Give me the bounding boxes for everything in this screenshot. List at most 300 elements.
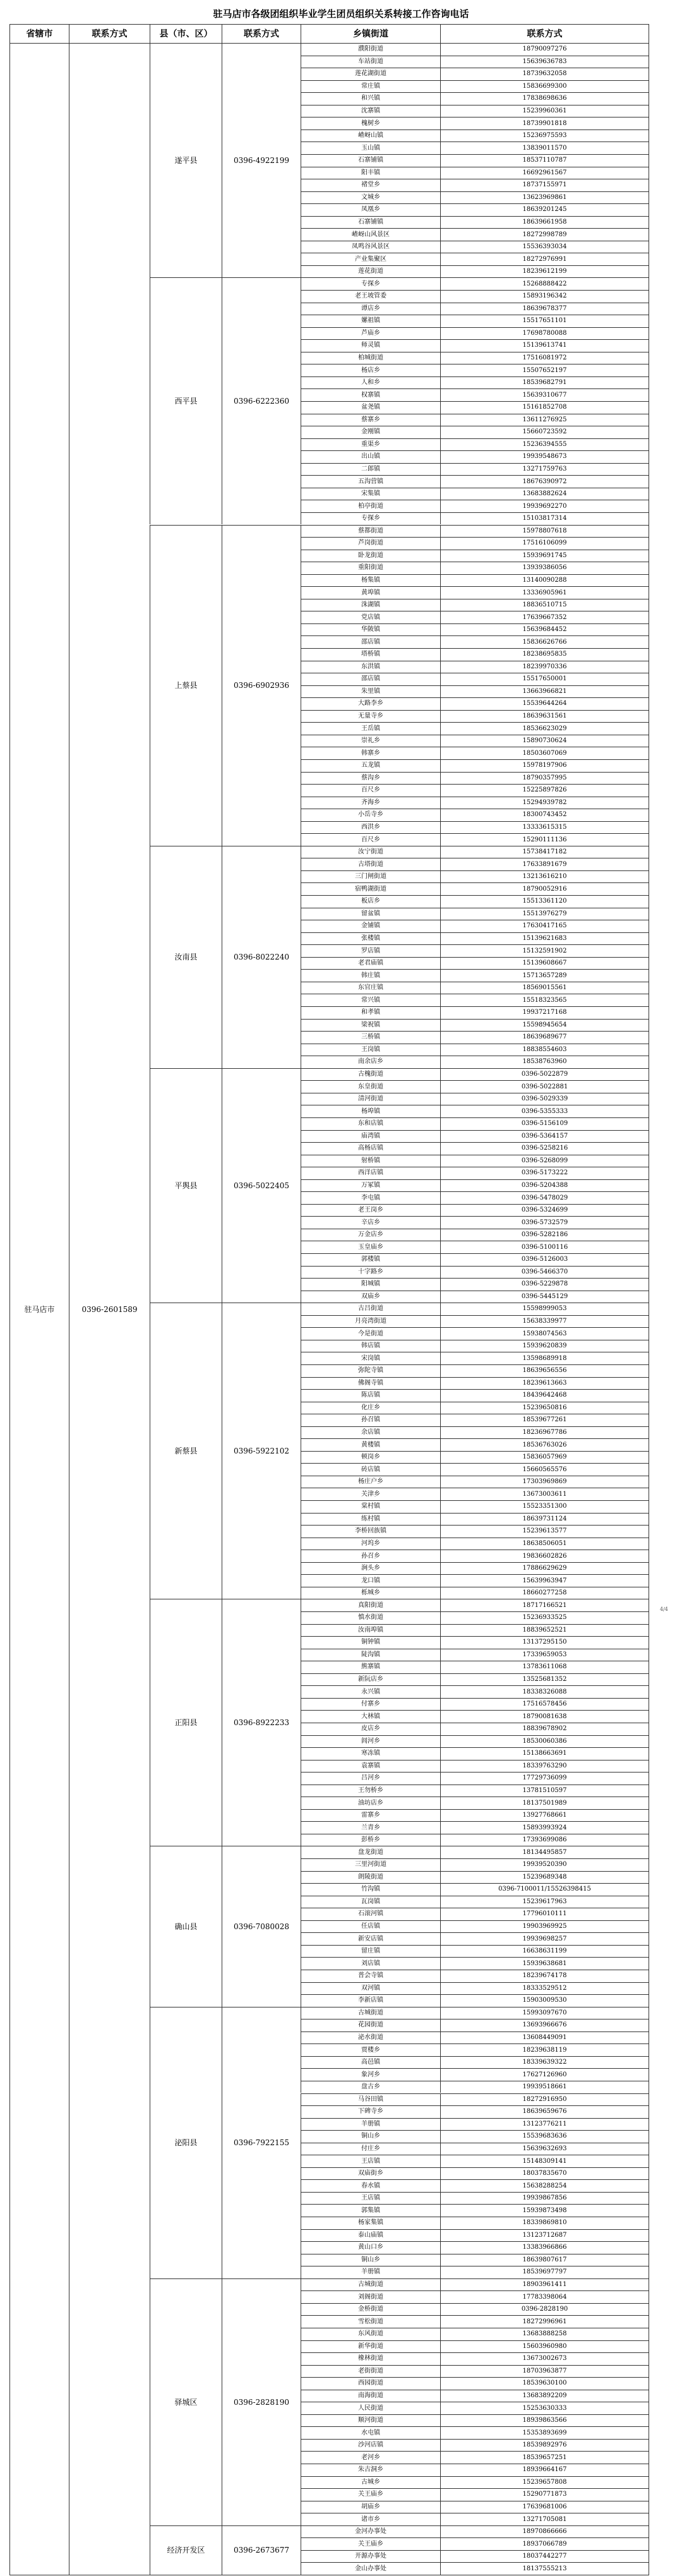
town-name: 李屯镇 (301, 1191, 440, 1204)
city-contact: 0396-2601589 (69, 43, 150, 2575)
town-contact: 17627126960 (440, 2068, 649, 2081)
town-contact: 15236975593 (440, 129, 649, 142)
town-name: 盆尧镇 (301, 401, 440, 414)
town-name: 玉皇庙乡 (301, 1241, 440, 1253)
town-contact: 18937066789 (440, 2537, 649, 2550)
town-name: 老君庙镇 (301, 957, 440, 970)
town-name: 谭店乡 (301, 303, 440, 315)
town-name: 专探乡 (301, 277, 440, 290)
town-name: 橡林街道 (301, 2352, 440, 2365)
town-name: 东洪镇 (301, 661, 440, 673)
town-name: 重渠乡 (301, 438, 440, 451)
town-contact: 13693966676 (440, 2019, 649, 2031)
town-name: 齐海乡 (301, 797, 440, 809)
town-contact: 13683882624 (440, 488, 649, 500)
town-contact: 18339639322 (440, 2056, 649, 2069)
town-contact: 13271759763 (440, 463, 649, 476)
town-name: 古城乡 (301, 2476, 440, 2489)
town-name: 慎水街道 (301, 1611, 440, 1624)
town-contact: 0396-5258216 (440, 1142, 649, 1155)
town-name: 人和乡 (301, 376, 440, 389)
town-contact: 0396-7100011/15526398415 (440, 1883, 649, 1896)
town-name: 任店镇 (301, 1920, 440, 1933)
town-name: 金刚镇 (301, 426, 440, 438)
town-name: 卧龙街道 (301, 550, 440, 562)
town-contact: 13927768661 (440, 1809, 649, 1822)
town-name: 文城乡 (301, 191, 440, 204)
town-contact: 15903009530 (440, 1994, 649, 2007)
town-contact: 15893196342 (440, 290, 649, 303)
town-contact: 18790357995 (440, 772, 649, 785)
town-name: 竹沟镇 (301, 1883, 440, 1896)
town-name: 宋岗镇 (301, 1352, 440, 1364)
town-contact: 0396-2828190 (440, 2303, 649, 2316)
town-contact: 13137295150 (440, 1636, 649, 1649)
town-contact: 13336905961 (440, 586, 649, 599)
margin-note: 4/4 (660, 1606, 668, 1612)
town-name: 孙召乡 (301, 1550, 440, 1562)
town-name: 张楼镇 (301, 932, 440, 945)
town-contact: 18530060386 (440, 1735, 649, 1748)
town-name: 韩寨乡 (301, 747, 440, 759)
town-contact: 15639310677 (440, 388, 649, 401)
town-name: 柏城街道 (301, 352, 440, 364)
town-contact: 15938074563 (440, 1327, 649, 1340)
town-name: 新阮店乡 (301, 1673, 440, 1686)
town-name: 王勿桥乡 (301, 1785, 440, 1797)
town-name: 孙召镇 (301, 1414, 440, 1426)
town-name: 玉山镇 (301, 141, 440, 154)
town-contact: 17303969869 (440, 1476, 649, 1488)
town-name: 雷寨乡 (301, 1809, 440, 1822)
town-contact: 15239617963 (440, 1896, 649, 1908)
town-contact: 15978807618 (440, 525, 649, 538)
town-name: 石滚河镇 (301, 1908, 440, 1920)
town-name: 沙河店镇 (301, 2439, 440, 2452)
town-contact: 18238695835 (440, 648, 649, 661)
town-name: 马谷田镇 (301, 2093, 440, 2106)
county-contact: 0396-2828190 (222, 2278, 301, 2525)
town-name: 顺河街道 (301, 2414, 440, 2427)
town-contact: 15639684452 (440, 623, 649, 636)
town-contact: 18272976991 (440, 253, 649, 265)
town-contact: 0396-5268099 (440, 1155, 649, 1167)
town-contact: 16638631199 (440, 1945, 649, 1958)
town-name: 芦岗街道 (301, 537, 440, 550)
town-contact: 18836510715 (440, 599, 649, 611)
town-contact: 18539892976 (440, 2439, 649, 2452)
town-contact: 18239970336 (440, 661, 649, 673)
header-county-contact: 联系方式 (222, 24, 301, 43)
town-name: 雪松街道 (301, 2315, 440, 2328)
town-name: 栎城乡 (301, 1587, 440, 1599)
header-town-contact: 联系方式 (440, 24, 649, 43)
town-name: 常兴镇 (301, 994, 440, 1006)
town-contact: 17516106099 (440, 537, 649, 550)
town-contact: 13525681352 (440, 1673, 649, 1686)
town-contact: 18439642468 (440, 1389, 649, 1402)
town-contact: 15539683636 (440, 2130, 649, 2143)
town-name: 二郎镇 (301, 463, 440, 476)
town-contact: 15507652197 (440, 364, 649, 376)
town-name: 和兴镇 (301, 92, 440, 105)
town-name: 兰青乡 (301, 1821, 440, 1834)
town-contact: 18569015561 (440, 982, 649, 994)
town-contact: 15598999053 (440, 1303, 649, 1315)
town-name: 花园街道 (301, 2019, 440, 2031)
town-name: 皮店乡 (301, 1723, 440, 1735)
town-contact: 18639659676 (440, 2105, 649, 2118)
town-contact: 15239689348 (440, 1871, 649, 1884)
town-name: 万金店乡 (301, 1229, 440, 1241)
town-contact: 18272996961 (440, 2315, 649, 2328)
town-name: 化庄乡 (301, 1402, 440, 1414)
town-contact: 17639681006 (440, 2501, 649, 2513)
town-contact: 0396-5029339 (440, 1093, 649, 1105)
town-name: 濮阳街道 (301, 43, 440, 56)
town-name: 古城街道 (301, 2007, 440, 2019)
town-name: 盘龙街道 (301, 1846, 440, 1858)
town-contact: 0396-5126003 (440, 1253, 649, 1266)
town-contact: 17639667352 (440, 611, 649, 623)
town-name: 东风街道 (301, 2328, 440, 2340)
town-name: 三里河街道 (301, 1858, 440, 1871)
town-name: 老王坡管委 (301, 290, 440, 303)
town-contact: 18639807617 (440, 2254, 649, 2266)
county-name: 西平县 (150, 277, 222, 524)
town-name: 双庙街乡 (301, 2167, 440, 2180)
town-contact: 18939863566 (440, 2414, 649, 2427)
town-name: 胡庙乡 (301, 2501, 440, 2513)
town-name: 古槐街道 (301, 1068, 440, 1081)
town-contact: 17886629629 (440, 1562, 649, 1575)
town-name: 崇礼乡 (301, 735, 440, 747)
town-contact: 18539630100 (440, 2377, 649, 2390)
town-contact: 15890730624 (440, 735, 649, 747)
town-name: 蔡都街道 (301, 525, 440, 538)
town-contact: 15523351300 (440, 1500, 649, 1513)
town-contact: 18137555213 (440, 2562, 649, 2575)
town-name: 高杨店镇 (301, 1142, 440, 1155)
town-contact: 0396-5022881 (440, 1080, 649, 1093)
county-contact: 0396-5022405 (222, 1068, 301, 1303)
town-name: 涧头乡 (301, 1562, 440, 1575)
county-name: 遂平县 (150, 43, 222, 277)
town-contact: 17783398064 (440, 2290, 649, 2303)
town-contact: 0396-5355333 (440, 1105, 649, 1117)
town-name: 三桥镇 (301, 1031, 440, 1044)
town-contact: 18536623029 (440, 722, 649, 735)
town-name: 铜山乡 (301, 2130, 440, 2143)
town-name: 专探乡 (301, 512, 440, 525)
town-name: 古吕街道 (301, 1303, 440, 1315)
town-contact: 18639689677 (440, 1031, 649, 1044)
town-name: 邵店镇 (301, 635, 440, 648)
town-contact: 15148309141 (440, 2155, 649, 2167)
town-contact: 18272998789 (440, 228, 649, 241)
town-name: 凤鸣谷风景区 (301, 241, 440, 253)
town-contact: 15939691745 (440, 550, 649, 562)
header-town: 乡镇街道 (301, 24, 440, 43)
town-name: 洙湖镇 (301, 599, 440, 611)
city-name: 驻马店市 (9, 43, 69, 2575)
town-name: 常庄镇 (301, 80, 440, 93)
town-contact: 15139613741 (440, 339, 649, 352)
town-contact: 15536393034 (440, 241, 649, 253)
town-contact: 18539697797 (440, 2266, 649, 2278)
town-contact: 17698780088 (440, 327, 649, 340)
town-contact: 15239613577 (440, 1525, 649, 1538)
county-name: 正阳县 (150, 1599, 222, 1846)
town-contact: 15713657289 (440, 969, 649, 982)
town-name: 华陂镇 (301, 623, 440, 636)
county-contact: 0396-2673677 (222, 2525, 301, 2575)
town-contact: 15513976279 (440, 908, 649, 920)
town-contact: 13123776211 (440, 2118, 649, 2131)
town-contact: 18639731124 (440, 1513, 649, 1526)
town-contact: 15253630333 (440, 2402, 649, 2414)
town-contact: 18239612199 (440, 265, 649, 278)
town-contact: 15660723592 (440, 426, 649, 438)
town-contact: 18639201245 (440, 203, 649, 216)
header-city-contact: 联系方式 (69, 24, 150, 43)
town-contact: 18676390972 (440, 475, 649, 488)
town-name: 下碑寺乡 (301, 2105, 440, 2118)
town-contact: 18239674178 (440, 1970, 649, 1982)
town-contact: 15836626766 (440, 635, 649, 648)
town-contact: 18239638119 (440, 2043, 649, 2056)
town-name: 闾河乡 (301, 1735, 440, 1748)
town-name: 油坊店乡 (301, 1797, 440, 1809)
county-name: 新蔡县 (150, 1303, 222, 1599)
town-name: 陡沟镇 (301, 1649, 440, 1661)
town-name: 万冢镇 (301, 1179, 440, 1192)
county-contact: 0396-6902936 (222, 525, 301, 846)
town-contact: 15139608667 (440, 957, 649, 970)
town-contact: 15294939782 (440, 797, 649, 809)
town-name: 宿鸭湖街道 (301, 882, 440, 895)
county-contact: 0396-8922233 (222, 1599, 301, 1846)
town-contact: 15239650816 (440, 1402, 649, 1414)
town-contact: 0396-5282186 (440, 1229, 649, 1241)
town-name: 李桥回族镇 (301, 1525, 440, 1538)
town-contact: 18839652521 (440, 1624, 649, 1637)
town-name: 莲花街道 (301, 265, 440, 278)
town-name: 南海街道 (301, 2390, 440, 2402)
town-contact: 15513361120 (440, 895, 649, 908)
town-name: 吕河乡 (301, 1772, 440, 1785)
town-contact: 17393699086 (440, 1834, 649, 1846)
town-name: 金河办事处 (301, 2525, 440, 2538)
town-name: 付寨乡 (301, 1698, 440, 1711)
town-name: 蔡沟乡 (301, 772, 440, 785)
town-name: 羊册镇 (301, 2118, 440, 2131)
town-name: 重阳街道 (301, 562, 440, 574)
town-contact: 18137501989 (440, 1797, 649, 1809)
town-name: 春水镇 (301, 2179, 440, 2192)
town-name: 郭楼镇 (301, 1253, 440, 1266)
town-name: 铜山乡 (301, 2254, 440, 2266)
town-contact: 0396-5204388 (440, 1179, 649, 1192)
town-contact: 15139621683 (440, 932, 649, 945)
town-contact: 13271705081 (440, 2513, 649, 2525)
town-name: 出山镇 (301, 450, 440, 463)
town-name: 付庄乡 (301, 2143, 440, 2155)
town-contact: 15225897826 (440, 784, 649, 797)
town-contact: 15517650001 (440, 673, 649, 685)
town-name: 月亮湾街道 (301, 1315, 440, 1328)
town-contact: 15138663691 (440, 1747, 649, 1760)
town-contact: 17516081972 (440, 352, 649, 364)
town-name: 百尺乡 (301, 784, 440, 797)
town-contact: 15239657808 (440, 2476, 649, 2489)
town-contact: 13140090288 (440, 574, 649, 587)
town-name: 古城街道 (301, 2278, 440, 2291)
town-contact: 19939692270 (440, 500, 649, 512)
town-contact: 15518323565 (440, 994, 649, 1006)
town-contact: 17339659053 (440, 1649, 649, 1661)
county-contact: 0396-8022240 (222, 846, 301, 1068)
town-name: 嫘祖镇 (301, 315, 440, 327)
town-contact: 18537110787 (440, 154, 649, 167)
town-contact: 19939867856 (440, 2192, 649, 2205)
town-contact: 13839011570 (440, 141, 649, 154)
town-name: 泰山庙镇 (301, 2229, 440, 2242)
town-contact: 15660565576 (440, 1463, 649, 1476)
town-name: 龙口镇 (301, 1574, 440, 1587)
town-name: 褚堂乡 (301, 179, 440, 191)
town-name: 清河街道 (301, 1093, 440, 1105)
town-name: 东皇街道 (301, 1080, 440, 1093)
county-name: 泌阳县 (150, 2007, 222, 2278)
town-contact: 13123712687 (440, 2229, 649, 2242)
town-contact: 15353893699 (440, 2426, 649, 2439)
town-contact: 0396-5229878 (440, 1278, 649, 1291)
county-contact: 0396-6222360 (222, 277, 301, 524)
town-contact: 18939664167 (440, 2464, 649, 2476)
town-name: 党店镇 (301, 611, 440, 623)
town-contact: 15161852708 (440, 401, 649, 414)
town-contact: 18739632058 (440, 68, 649, 80)
town-name: 凤凰乡 (301, 203, 440, 216)
town-contact: 13663966821 (440, 685, 649, 698)
town-name: 今是街道 (301, 1327, 440, 1340)
town-contact: 17516578456 (440, 1698, 649, 1711)
town-contact: 13673003611 (440, 1488, 649, 1500)
town-contact: 13781510597 (440, 1785, 649, 1797)
town-contact: 15978197906 (440, 759, 649, 772)
town-name: 庙湾镇 (301, 1130, 440, 1143)
document-title: 驻马店市各级团组织毕业学生团员组织关系转接工作咨询电话 (213, 8, 469, 20)
town-name: 开源办事处 (301, 2550, 440, 2563)
town-name: 车站街道 (301, 56, 440, 68)
town-contact: 13623969861 (440, 191, 649, 204)
town-name: 双河镇 (301, 1982, 440, 1995)
town-contact: 18739901818 (440, 117, 649, 129)
town-name: 权寨镇 (301, 388, 440, 401)
town-name: 杨店乡 (301, 364, 440, 376)
town-name: 关王庙乡 (301, 2537, 440, 2550)
town-contact: 19836602826 (440, 1550, 649, 1562)
county-name: 汝南县 (150, 846, 222, 1068)
town-name: 沈寨镇 (301, 105, 440, 117)
town-contact: 18703963877 (440, 2365, 649, 2378)
town-name: 槐树乡 (301, 117, 440, 129)
town-name: 真阳街道 (301, 1599, 440, 1611)
town-name: 刘店镇 (301, 1957, 440, 1970)
town-contact: 18539657251 (440, 2451, 649, 2464)
town-name: 石寨铺镇 (301, 154, 440, 167)
town-contact: 15638339977 (440, 1315, 649, 1328)
town-name: 弥陀寺镇 (301, 1364, 440, 1377)
town-contact: 18717166521 (440, 1599, 649, 1611)
town-name: 芦庙乡 (301, 327, 440, 340)
town-name: 陈店镇 (301, 1389, 440, 1402)
town-name: 练村镇 (301, 1513, 440, 1526)
town-name: 蔡寨乡 (301, 414, 440, 426)
town-contact: 15939873498 (440, 2204, 649, 2217)
town-contact: 17633891679 (440, 858, 649, 870)
town-contact: 15236394555 (440, 438, 649, 451)
town-name: 大路李乡 (301, 697, 440, 710)
town-name: 五龙镇 (301, 759, 440, 772)
town-name: 黄埠镇 (301, 586, 440, 599)
town-name: 留庄镇 (301, 1945, 440, 1958)
town-name: 罗店镇 (301, 944, 440, 957)
town-contact: 13683892209 (440, 2390, 649, 2402)
town-contact: 19903969925 (440, 1920, 649, 1933)
town-contact: 18536763026 (440, 1438, 649, 1451)
county-name: 驿城区 (150, 2278, 222, 2525)
town-name: 杨集镇 (301, 574, 440, 587)
town-contact: 0396-5445129 (440, 1291, 649, 1303)
town-name: 新安店镇 (301, 1932, 440, 1945)
town-contact: 18737155971 (440, 179, 649, 191)
town-name: 西园街道 (301, 2377, 440, 2390)
county-name: 上蔡县 (150, 525, 222, 846)
town-name: 汝宁街道 (301, 846, 440, 858)
town-name: 南余店乡 (301, 1056, 440, 1068)
town-name: 顿岗乡 (301, 1451, 440, 1464)
town-contact: 13608449091 (440, 2031, 649, 2044)
town-contact: 15290771873 (440, 2488, 649, 2501)
town-contact: 15517651101 (440, 315, 649, 327)
header-city: 省辖市 (9, 24, 69, 43)
town-name: 王店镇 (301, 2155, 440, 2167)
town-name: 高邑镇 (301, 2056, 440, 2069)
town-name: 嵖岈山风景区 (301, 228, 440, 241)
town-name: 郭集镇 (301, 2204, 440, 2217)
town-name: 西洪乡 (301, 821, 440, 834)
town-contact: 19939518661 (440, 2081, 649, 2093)
town-name: 金山办事处 (301, 2562, 440, 2575)
town-contact: 0396-5324699 (440, 1204, 649, 1217)
county-contact: 0396-5922102 (222, 1303, 301, 1599)
town-name: 棠村镇 (301, 1500, 440, 1513)
town-contact: 19939548673 (440, 450, 649, 463)
town-name: 王店镇 (301, 2192, 440, 2205)
town-name: 人民街道 (301, 2402, 440, 2414)
town-contact: 18639678377 (440, 303, 649, 315)
town-contact: 0396-5173222 (440, 1167, 649, 1179)
town-name: 板店乡 (301, 895, 440, 908)
town-name: 砖店镇 (301, 1463, 440, 1476)
town-name: 老街街道 (301, 2365, 440, 2378)
header-county: 县（市、区） (150, 24, 222, 43)
town-name: 永兴镇 (301, 1685, 440, 1698)
town-contact: 15939638681 (440, 1957, 649, 1970)
town-contact: 15539644264 (440, 697, 649, 710)
